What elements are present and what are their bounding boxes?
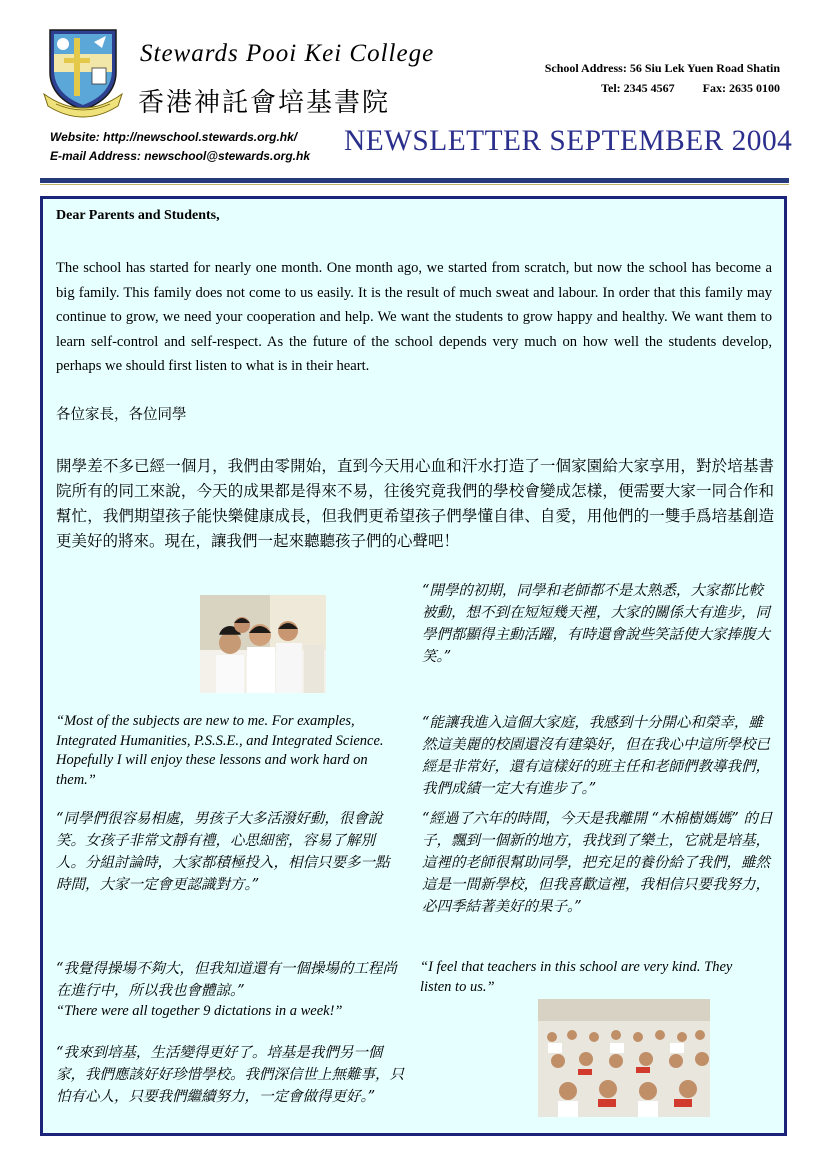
school-address: School Address: 56 Siu Lek Yuen Road Shatin [544,61,780,75]
letter-body-chinese: 開學差不多已經一個月，我們由零開始，直到今天用心血和汗水打造了一個家園給大家享用，對於培基書院所有的同工來說，今天的成果都是得來不易，往後究竟我們的學校會變成怎樣，便需要大家一同合作和幫忙，我們期望孩子能快樂健康成長，但我們更希望孩子們學懂自律、自愛，用他們的一雙手爲培基創造更美好的將來。現在，讓我們一起來聽聽孩子們的心聲吧！ [56,457,774,550]
email-link[interactable]: E-mail Address: newschool@stewards.org.hk [50,149,310,163]
school-name-chinese: 香港神託會培基書院 [138,88,391,118]
greeting-chinese: 各位家長，各位同學 [56,407,187,423]
school-name-english: Stewards Pooi Kei College [140,40,435,67]
newsletter-title: NEWSLETTER SEPTEMBER 2004 [344,124,793,157]
quote-student-9: “I feel that teachers in this school are very kind. They listen to us.” [420,959,733,995]
students-photo [200,595,326,693]
quote-student-5: “經過了六年的時間，今天是我離開 “木棉樹媽媽” 的日子，飄到一個新的地方，我找到了樂土，它就是培基，這裡的老師很幫助同學，把充足的養份給了我們，雖然這是一間新學校，但我喜歡這裡，我相信只要我努力，必四季結著美好的果子。” [422,811,773,915]
quote-student-2: “Most of the subjects are new to me. For examples, Integrated Humanities, P.S.S.E., and Integrated Science. Hopefully I will enjoy these lessons and work hard on them.” [56,713,384,788]
school-crest-logo [36,24,130,122]
website-link[interactable]: Website: http://newschool.stewards.org.hk/ [50,130,298,144]
quote-student-7: “There were all together 9 dictations in a week!” [56,1003,343,1019]
telephone: Tel: 2345 4567 [601,81,675,95]
quote-student-3: “能讓我進入這個大家庭，我感到十分開心和榮幸，雖然這美麗的校園還沒有建築好，但在我心中這所學校已經是非常好，還有這樣好的班主任和老師們教導我們，我們成績一定大有進步了。” [422,715,770,797]
contact-block [486,58,780,98]
header-divider [40,178,789,183]
letter-body-english: The school has started for nearly one month. One month ago, we started from scratch, but now the school has become a big family. This family does not come to us easily. It is the result of much sweat and labour. In order that this family may continue to grow, we need your cooperation and help. We want the students to grow happy and healthy. We want them to learn self-control and self-respect. As the future of the school depends very much on how well the students develop, perhaps we should first listen to what is in their heart. [56,260,772,374]
web-contacts [50,128,310,166]
classroom-photo [538,999,710,1117]
greeting-english: Dear Parents and Students, [56,208,220,223]
quote-student-8: “我來到培基，生活變得更好了。培基是我們另一個家，我們應該好好珍惜學校。我們深信世上無難事，只怕有心人，只要我們繼續努力，一定會做得更好。” [56,1045,404,1105]
quote-student-4: “同學們很容易相處，男孩子大多活潑好動，很會說笑。女孩子非常文靜有禮，心思細密，容易了解別人。分組討論時，大家都積極投入，相信只要多一點時間，大家一定會更認識對方。” [56,811,390,893]
quote-student-1: “開學的初期，同學和老師都不是太熟悉，大家都比較被動，想不到在短短幾天裡，大家的關係大有進步，同學們都顯得主動活躍，有時還會說些笑話使大家捧腹大笑。” [422,583,770,665]
fax: Fax: 2635 0100 [702,81,780,95]
header-divider-accent [40,184,789,185]
quote-student-6: “我覺得操場不夠大，但我知道還有一個操場的工程尚在進行中，所以我也會體諒。” [56,961,397,999]
